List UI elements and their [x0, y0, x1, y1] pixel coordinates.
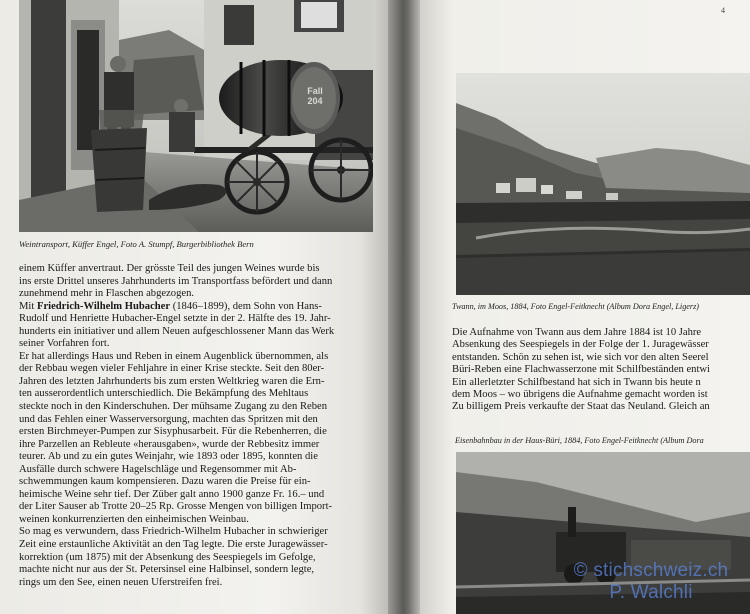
left_page-text-line: Ausfälle durch schwere Hagelschläge und Regensommer mit Ab-	[19, 463, 297, 475]
left_page-text-line: ersten Birchmeyer-Pumpen zur Sisyphusarbeit. Für die Rebenherren, die	[19, 426, 327, 438]
right_page-text-line: Absenkung des Seespiegels in der Folge der 1. Juragewässer	[452, 339, 709, 351]
left_page-text-line: zunehmend mehr in Flaschen abgezogen.	[19, 288, 195, 300]
left-photo-caption: Weintransport, Küffer Engel, Foto A. Stumpf, Burgerbibliothek Bern	[19, 239, 254, 249]
left_page-text-line: teurer. Ab und zu ein gutes Weinjahr, wie 1893 oder 1895, konnten die	[19, 451, 318, 463]
left_page-text-line: steckte noch in den Kinderschuhen. Der mühsame Zugang zu den Reben	[19, 401, 328, 413]
left_page-text-line: ins erste Drittel unseres Jahrhunderts im Transportfass befördert und dann	[19, 275, 333, 287]
left_page-text-line: Zeit eine erstaunliche Aktivität an den Tag legte. Die erste Juragewässer-	[19, 539, 328, 551]
watermark	[552, 560, 750, 604]
left-body-text	[19, 263, 375, 589]
right_page-text-line: Ein allerletzter Schilfbestand hat sich in Twann bis heute n	[452, 376, 701, 388]
right_page-text-line: Zu billigem Preis verkaufte der Staat das Neuland. Gleich an	[452, 401, 710, 413]
left_page-text-line: weinen konkurrenzierten den einheimischen Weinbau.	[19, 513, 249, 525]
left_page-text-line: der Liter Sauser ab Trotte 20–25 Rp. Grosse Mengen von billigen Import-	[19, 501, 333, 513]
barrel-label-line: 204	[307, 96, 323, 106]
bold-name: Friedrich-Wilhelm Hubacher	[36, 300, 171, 312]
left_page-text-line: korrektion (um 1875) mit der Absenkung des Seespiegels im Gefolge,	[19, 551, 316, 563]
left_page-text-line: der Rebbau wegen vieler Fehljahre in einer Krise steckte. Seit den 80er-	[19, 363, 325, 375]
left_page-text-line: machte nicht nur aus der St. Petersinsel eine Halbinsel, sondern legte,	[19, 564, 315, 576]
left_page-text-line: ten ausserordentlich unterschiedlich. Die Bekämpfung des Mehltaus	[19, 388, 309, 400]
left_page-text-line: schwemmungen kaum kompensieren. Dazu waren die Preise für ein-	[19, 476, 311, 488]
barrel-label	[295, 86, 335, 106]
left_page-text-line: So mag es verwundern, dass Friedrich-Wilhelm Hubacher in schwieriger	[19, 526, 328, 538]
page-number: 4	[721, 6, 725, 15]
right-body-text	[452, 327, 750, 414]
left_page-text-line: einem Küffer anvertraut. Der grösste Teil des jungen Weines wurde bis	[19, 263, 320, 274]
right_page-text-line: dem Moos – wo übrigens die Aufnahme gemacht worden ist	[452, 389, 708, 401]
left_page-text-line: Er hat allerdings Haus und Reben in einem Augenblick übernommen, als	[19, 350, 329, 362]
right_page-text-line: entstanden. Schön zu sehen ist, wie sich vor den alten Seerel	[452, 351, 709, 363]
right_page-text-line: Büri-Reben eine Flachwasserzone mit Schilfbeständen entwi	[452, 364, 711, 376]
top-photo-caption: Twann, im Moos, 1884, Foto Engel-Feitknecht (Album Dora Engel, Ligerz)	[452, 302, 700, 311]
wine-transport-photo	[19, 0, 373, 232]
left_page-text-line: hunderts ein initiativer und allem Neuen aufgeschlossener Mann das Werk	[19, 325, 335, 337]
left_page-text-line: ihre Parzellen an Rebleute «herausgaben», wurde der Rebbesitz immer	[19, 438, 320, 450]
left_page-text-line: Rudolf und Henriette Hubacher-Engel setzte in der 2. Hälfte des 19. Jahr-	[19, 313, 331, 325]
watermark-line: P. Walchli	[609, 582, 693, 603]
book-gutter	[388, 0, 422, 614]
left_page-text-line: Mit Friedrich-Wilhelm Hubacher (1846–1899), dem Sohn von Hans-	[19, 300, 322, 312]
left_page-text-line: seiner Vorfahren fort.	[19, 338, 110, 350]
barrel-label-line: Fall	[307, 86, 323, 96]
left_page-text-line: heimische Weine sehr tief. Der Züber galt anno 1900 ganze Fr. 16.– und	[19, 488, 325, 500]
bottom-photo-caption: Eisenbahnbau in der Haus-Büri, 1884, Foto Engel-Feitknecht (Album Dora	[455, 436, 704, 445]
watermark-line: © stichschweiz.ch	[573, 560, 729, 581]
left_page-text-line: und das Fehlen einer Wasserversorgung, machten das Spritzen mit den	[19, 413, 318, 425]
left_page-text-line: Jahren des letzten Jahrhunderts bis zum ersten Weltkrieg waren die Ern-	[19, 375, 325, 387]
left_page-text-line: rings um den See, einen neuen Uferstreifen frei.	[19, 576, 223, 588]
right_page-text-line: Die Aufnahme von Twann aus dem Jahre 1884 ist 10 Jahre	[452, 327, 702, 338]
twann-landscape-photo	[456, 73, 750, 295]
